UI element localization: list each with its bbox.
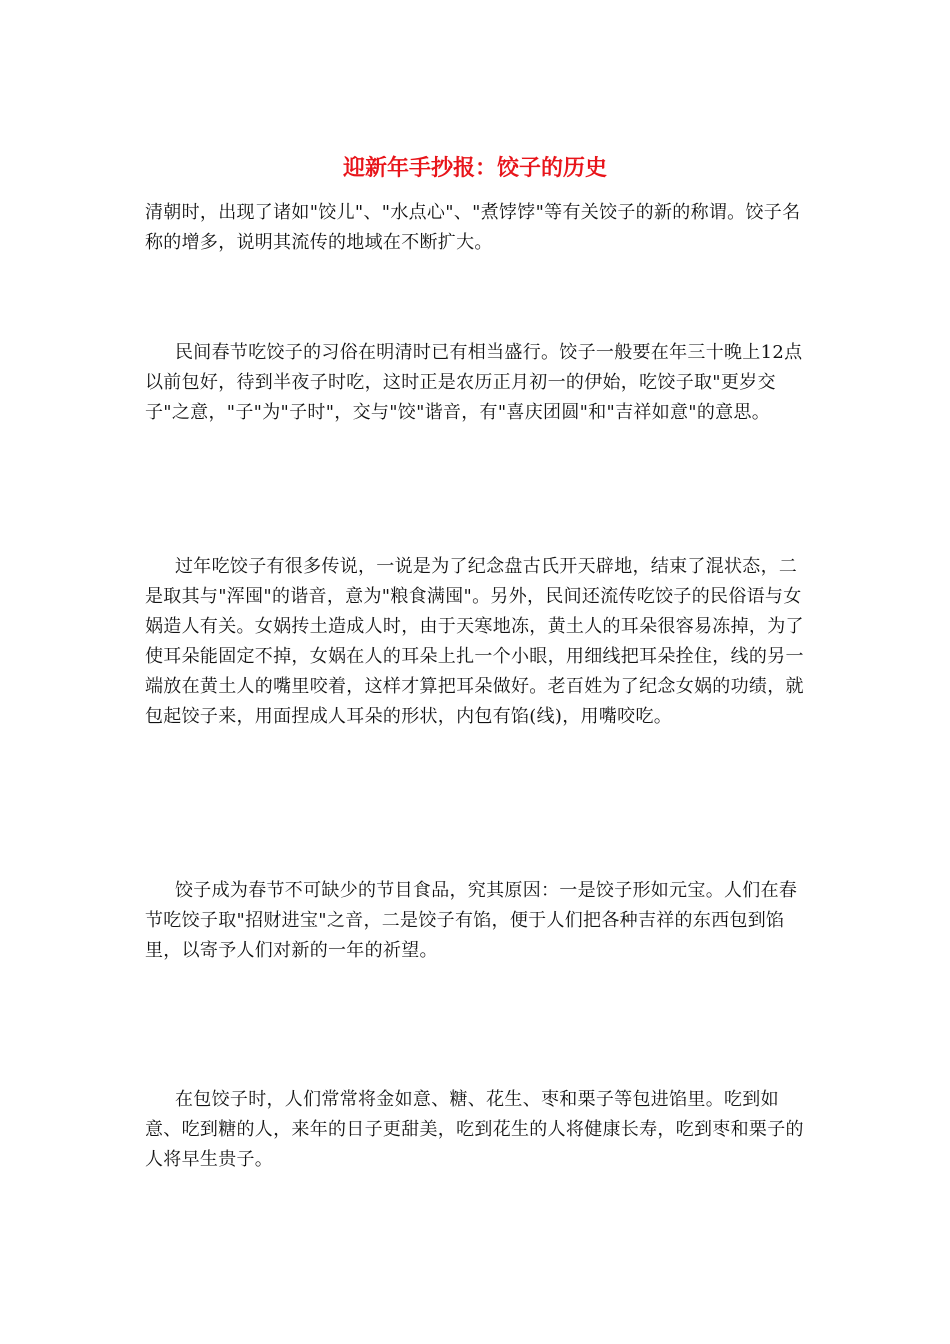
page-title: 迎新年手抄报：饺子的历史 [342, 155, 607, 181]
paragraph-reasons: 饺子成为春节不可缺少的节目食品，究其原因：一是饺子形如元宝。人们在春节吃饺子取"招财进宝"之音，二是饺子有馅，便于人们把各种吉祥的东西包到馅里，以寄予人们对新的一年的祈望。 [145, 880, 798, 961]
paragraph-qing-dynasty-names: 清朝时，出现了诸如"饺儿"、"水点心"、"煮饽饽"等有关饺子的新的称谓。饺子名称的增多，说明其流传的地域在不断扩大。 [145, 202, 801, 253]
paragraph-fillings: 在包饺子时，人们常常将金如意、糖、花生、枣和栗子等包进馅里。吃到如意、吃到糖的人，来年的日子更甜美，吃到花生的人将健康长寿，吃到枣和栗子的人将早生贵子。 [145, 1089, 804, 1170]
paragraph-spring-festival-custom: 民间春节吃饺子的习俗在明清时已有相当盛行。饺子一般要在年三十晚上12点以前包好，待到半夜子时吃，这时正是农历正月初一的伊始，吃饺子取"更岁交子"之意，"子"为"子时"，交与"饺"谐音，有"喜庆团圆"和"吉祥如意"的意思。 [145, 342, 803, 423]
paragraph-legends: 过年吃饺子有很多传说，一说是为了纪念盘古氏开天辟地，结束了混状态，二是取其与"浑囤"的谐音，意为"粮食满囤"。另外，民间还流传吃饺子的民俗语与女娲造人有关。女娲抟土造成人时，由于天寒地冻，黄土人的耳朵很容易冻掉，为了使耳朵能固定不掉，女娲在人的耳朵上扎一个小眼，用细线把耳朵拴住，线的另一端放在黄土人的嘴里咬着，这样才算把耳朵做好。老百姓为了纪念女娲的功绩，就包起饺子来，用面捏成人耳朵的形状，内包有馅(线)，用嘴咬吃。 [145, 556, 804, 727]
